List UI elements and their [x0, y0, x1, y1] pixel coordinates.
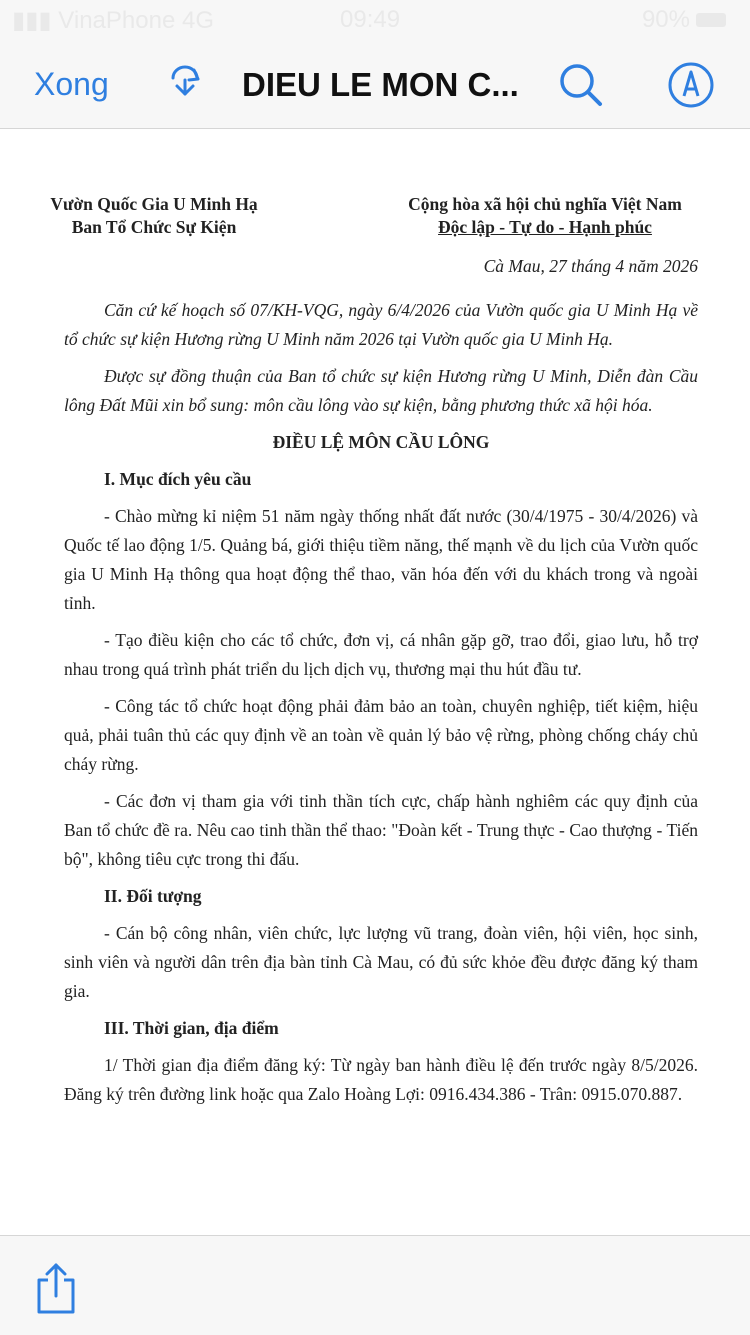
intro-paragraph: Căn cứ kế hoạch số 07/KH-VQG, ngày 6/4/2026 của Vườn quốc gia U Minh Hạ về tổ chức sự kiện Hương rừng U Minh năm 2026 tại Vườn quốc gia U Minh Hạ.	[64, 300, 698, 349]
carrier-info	[12, 6, 214, 35]
section-paragraph: - Các đơn vị tham gia với tinh thần tích cực, chấp hành nghiêm các quy định của Ban tổ chức đề ra. Nêu cao tinh thần thể thao: "Đoàn kết - Trung thực - Cao thượng - Tiến bộ", không tiêu cực trong thi đấu.	[64, 791, 698, 869]
country-name: Cộng hòa xã hội chủ nghĩa Việt Nam	[408, 194, 682, 214]
national-header	[380, 193, 710, 239]
section-paragraph: - Công tác tổ chức hoạt động phải đảm bảo an toàn, chuyên nghiệp, tiết kiệm, hiệu quả, phải tuân thủ các quy định về an toàn về quản lý bảo vệ rừng, phòng chống cháy chủ cháy rừng.	[64, 696, 698, 774]
document-page	[0, 129, 750, 1235]
done-button[interactable]: Xong	[34, 66, 109, 102]
document-body	[64, 296, 698, 1117]
section-heading: III. Thời gian, địa điểm	[104, 1018, 279, 1038]
clock: 09:49	[340, 6, 401, 33]
section-paragraph: - Cán bộ công nhân, viên chức, lực lượng vũ trang, đoàn viên, hội viên, học sinh, sinh viên và người dân trên địa bàn tỉnh Cà Mau, có đủ sức khỏe đều được đăng ký tham gia.	[64, 923, 698, 1001]
document-date: Cà Mau, 27 tháng 4 năm 2026	[483, 256, 698, 276]
rotate-icon	[160, 58, 210, 108]
share-button[interactable]	[32, 1260, 80, 1316]
issuer-header	[34, 193, 274, 239]
share-icon	[32, 1260, 80, 1316]
markup-icon	[666, 60, 716, 110]
top-toolbar	[0, 0, 750, 129]
section-heading: I. Mục đích yêu cầu	[104, 469, 252, 489]
issuer-name: Vườn Quốc Gia U Minh Hạ	[50, 194, 258, 214]
battery-percent: 90%	[641, 6, 690, 33]
search-button[interactable]	[556, 60, 606, 110]
national-motto: Độc lập - Tự do - Hạnh phúc	[438, 217, 652, 237]
issuer-department: Ban Tổ Chức Sự Kiện	[71, 217, 237, 237]
carrier-name: VinaPhone	[58, 7, 176, 34]
section-heading: II. Đối tượng	[104, 886, 202, 906]
status-bar	[0, 0, 750, 40]
network-type: 4G	[181, 7, 214, 34]
rotate-button[interactable]	[160, 58, 210, 108]
bottom-toolbar	[0, 1235, 750, 1335]
navigation-bar	[0, 46, 750, 122]
section-paragraph: 1/ Thời gian địa điểm đăng ký: Từ ngày ban hành điều lệ đến trước ngày 8/5/2026. Đăng ký trên đường link hoặc qua Zalo Hoàng Lợi: 0916.434.386 - Trân: 0915.070.887.	[64, 1055, 698, 1104]
document-title: DIEU LE MON C...	[242, 66, 519, 103]
regulation-title: ĐIỀU LỆ MÔN CẦU LÔNG	[272, 432, 490, 452]
battery-status	[642, 6, 726, 34]
intro-paragraph: Được sự đồng thuận của Ban tổ chức sự kiện Hương rừng U Minh, Diễn đàn Cầu lông Đất Mũi xin bổ sung: môn cầu lông vào sự kiện, bằng phương thức xã hội hóa.	[64, 366, 698, 415]
section-paragraph: - Chào mừng kỉ niệm 51 năm ngày thống nhất đất nước (30/4/1975 - 30/4/2026) và Quốc tế lao động 1/5. Quảng bá, giới thiệu tiềm năng, thế mạnh về du lịch của Vườn quốc gia U Minh Hạ thông qua hoạt động thể thao, văn hóa đến với du khách trong và ngoài tỉnh.	[64, 506, 698, 613]
signal-icon: ▮▮▮	[12, 7, 52, 34]
battery-icon	[696, 13, 726, 27]
section-paragraph: - Tạo điều kiện cho các tổ chức, đơn vị, cá nhân gặp gỡ, trao đổi, giao lưu, hỗ trợ nhau trong quá trình phát triển du lịch dịch vụ, thương mại thu hút đầu tư.	[64, 630, 698, 679]
markup-button[interactable]	[666, 60, 716, 110]
search-icon	[556, 60, 606, 110]
